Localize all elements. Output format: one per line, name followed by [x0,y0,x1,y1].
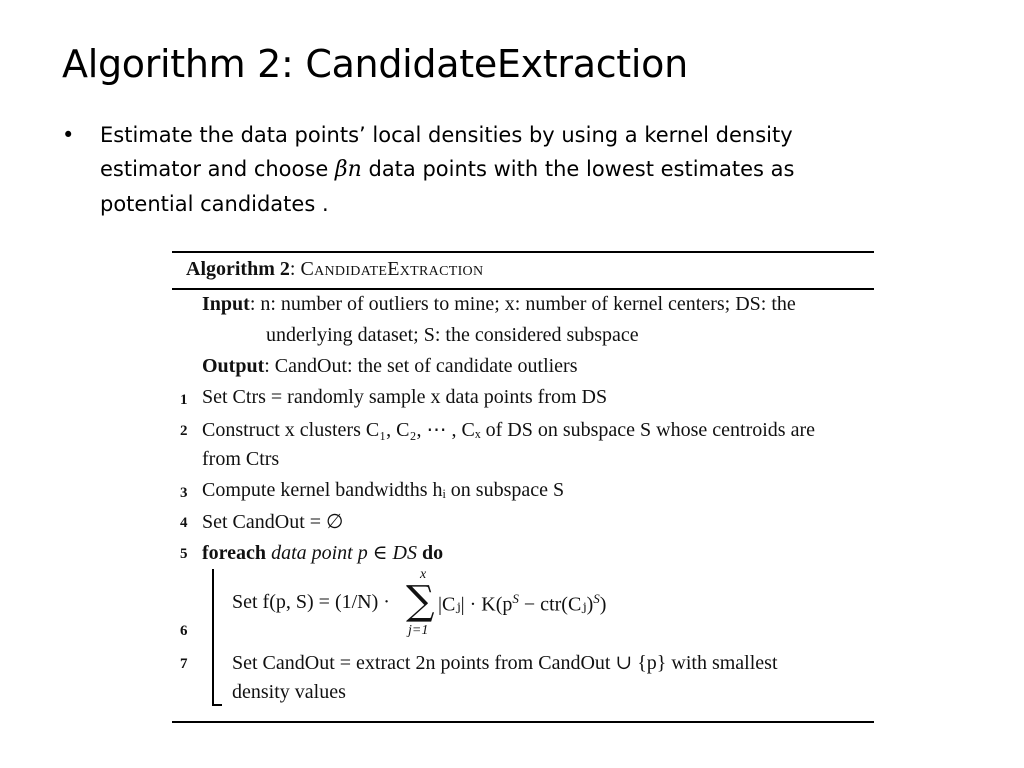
line6-mid: − ctr(Cⱼ) [518,593,594,616]
algorithm-label: Algorithm 2 [186,258,290,280]
header-rule [172,288,874,290]
input-line [202,293,796,316]
bullet-text-part1: Estimate the data points’ local densities by using a kernel density estimator and choose [100,123,793,181]
algorithm-box [172,251,874,723]
bullet-text [100,118,892,221]
output-line [202,355,578,378]
foreach-keyword: foreach [202,542,267,564]
bottom-rule [172,721,874,723]
sum-upper-limit: x [420,567,427,582]
top-rule [172,251,874,253]
bullet-dot-icon: • [62,123,75,147]
algo-line-7b: density values [232,681,346,703]
line6-lhs: Set f(p, S) = (1/N) · [232,591,390,613]
line-number-1: 1 [180,392,188,408]
algo-line-1: Set Ctrs = randomly sample x data points from DS [202,386,608,408]
sum-icon: ∑ [406,578,435,624]
algo-line-3: Compute kernel bandwidths hᵢ on subspace S [202,479,565,501]
line6-sup1: S [512,591,519,606]
algo-line-2: Construct x clusters C₁, C₂, ⋯ , Cₓ of DS on subspace S whose centroids are [202,419,816,441]
bullet-math: βn [334,157,362,182]
algo-line-2b: from Ctrs [202,448,280,470]
line-number-7: 7 [180,656,188,672]
summation [406,567,435,638]
do-keyword: do [421,542,444,564]
bullet-text-part2: data points with the lowest estimates as potential candidates . [100,157,795,216]
output-text: : CandOut: the set of candidate outliers [264,355,578,377]
slide-title: Algorithm 2: CandidateExtraction [62,42,688,86]
line-number-3: 3 [180,485,188,501]
input-label: Input [202,293,250,315]
algo-line-7: Set CandOut = extract 2n points from CandOut ∪ {p} with smallest [232,652,778,674]
algo-line-6 [232,591,390,614]
input-text-1: : n: number of outliers to mine; x: number of kernel centers; DS: the [249,293,796,315]
line-number-5: 5 [180,546,188,562]
line6-rhs: |Cⱼ| · K(p [438,593,513,616]
output-label: Output [202,355,265,377]
bullet-point [62,118,892,221]
foreach-scope-foot [212,704,222,706]
foreach-scope-bar [212,569,214,706]
foreach-condition: data point p ∈ DS [271,542,417,564]
line6-sup2: S [593,591,600,606]
algorithm-header: Algorithm 2: CandidateExtraction [186,258,484,280]
line-number-2: 2 [180,423,188,439]
line-number-4: 4 [180,515,188,531]
input-line-2: underlying dataset; S: the considered subspace [266,324,639,346]
line6-end: ) [599,593,607,616]
line-number-6: 6 [180,623,188,639]
line6-rhs-wrap [438,591,606,617]
foreach-line [202,540,443,565]
algo-line-4: Set CandOut = ∅ [202,511,344,533]
algorithm-name: CandidateExtraction [300,258,484,280]
sum-lower-limit: j=1 [408,623,429,638]
